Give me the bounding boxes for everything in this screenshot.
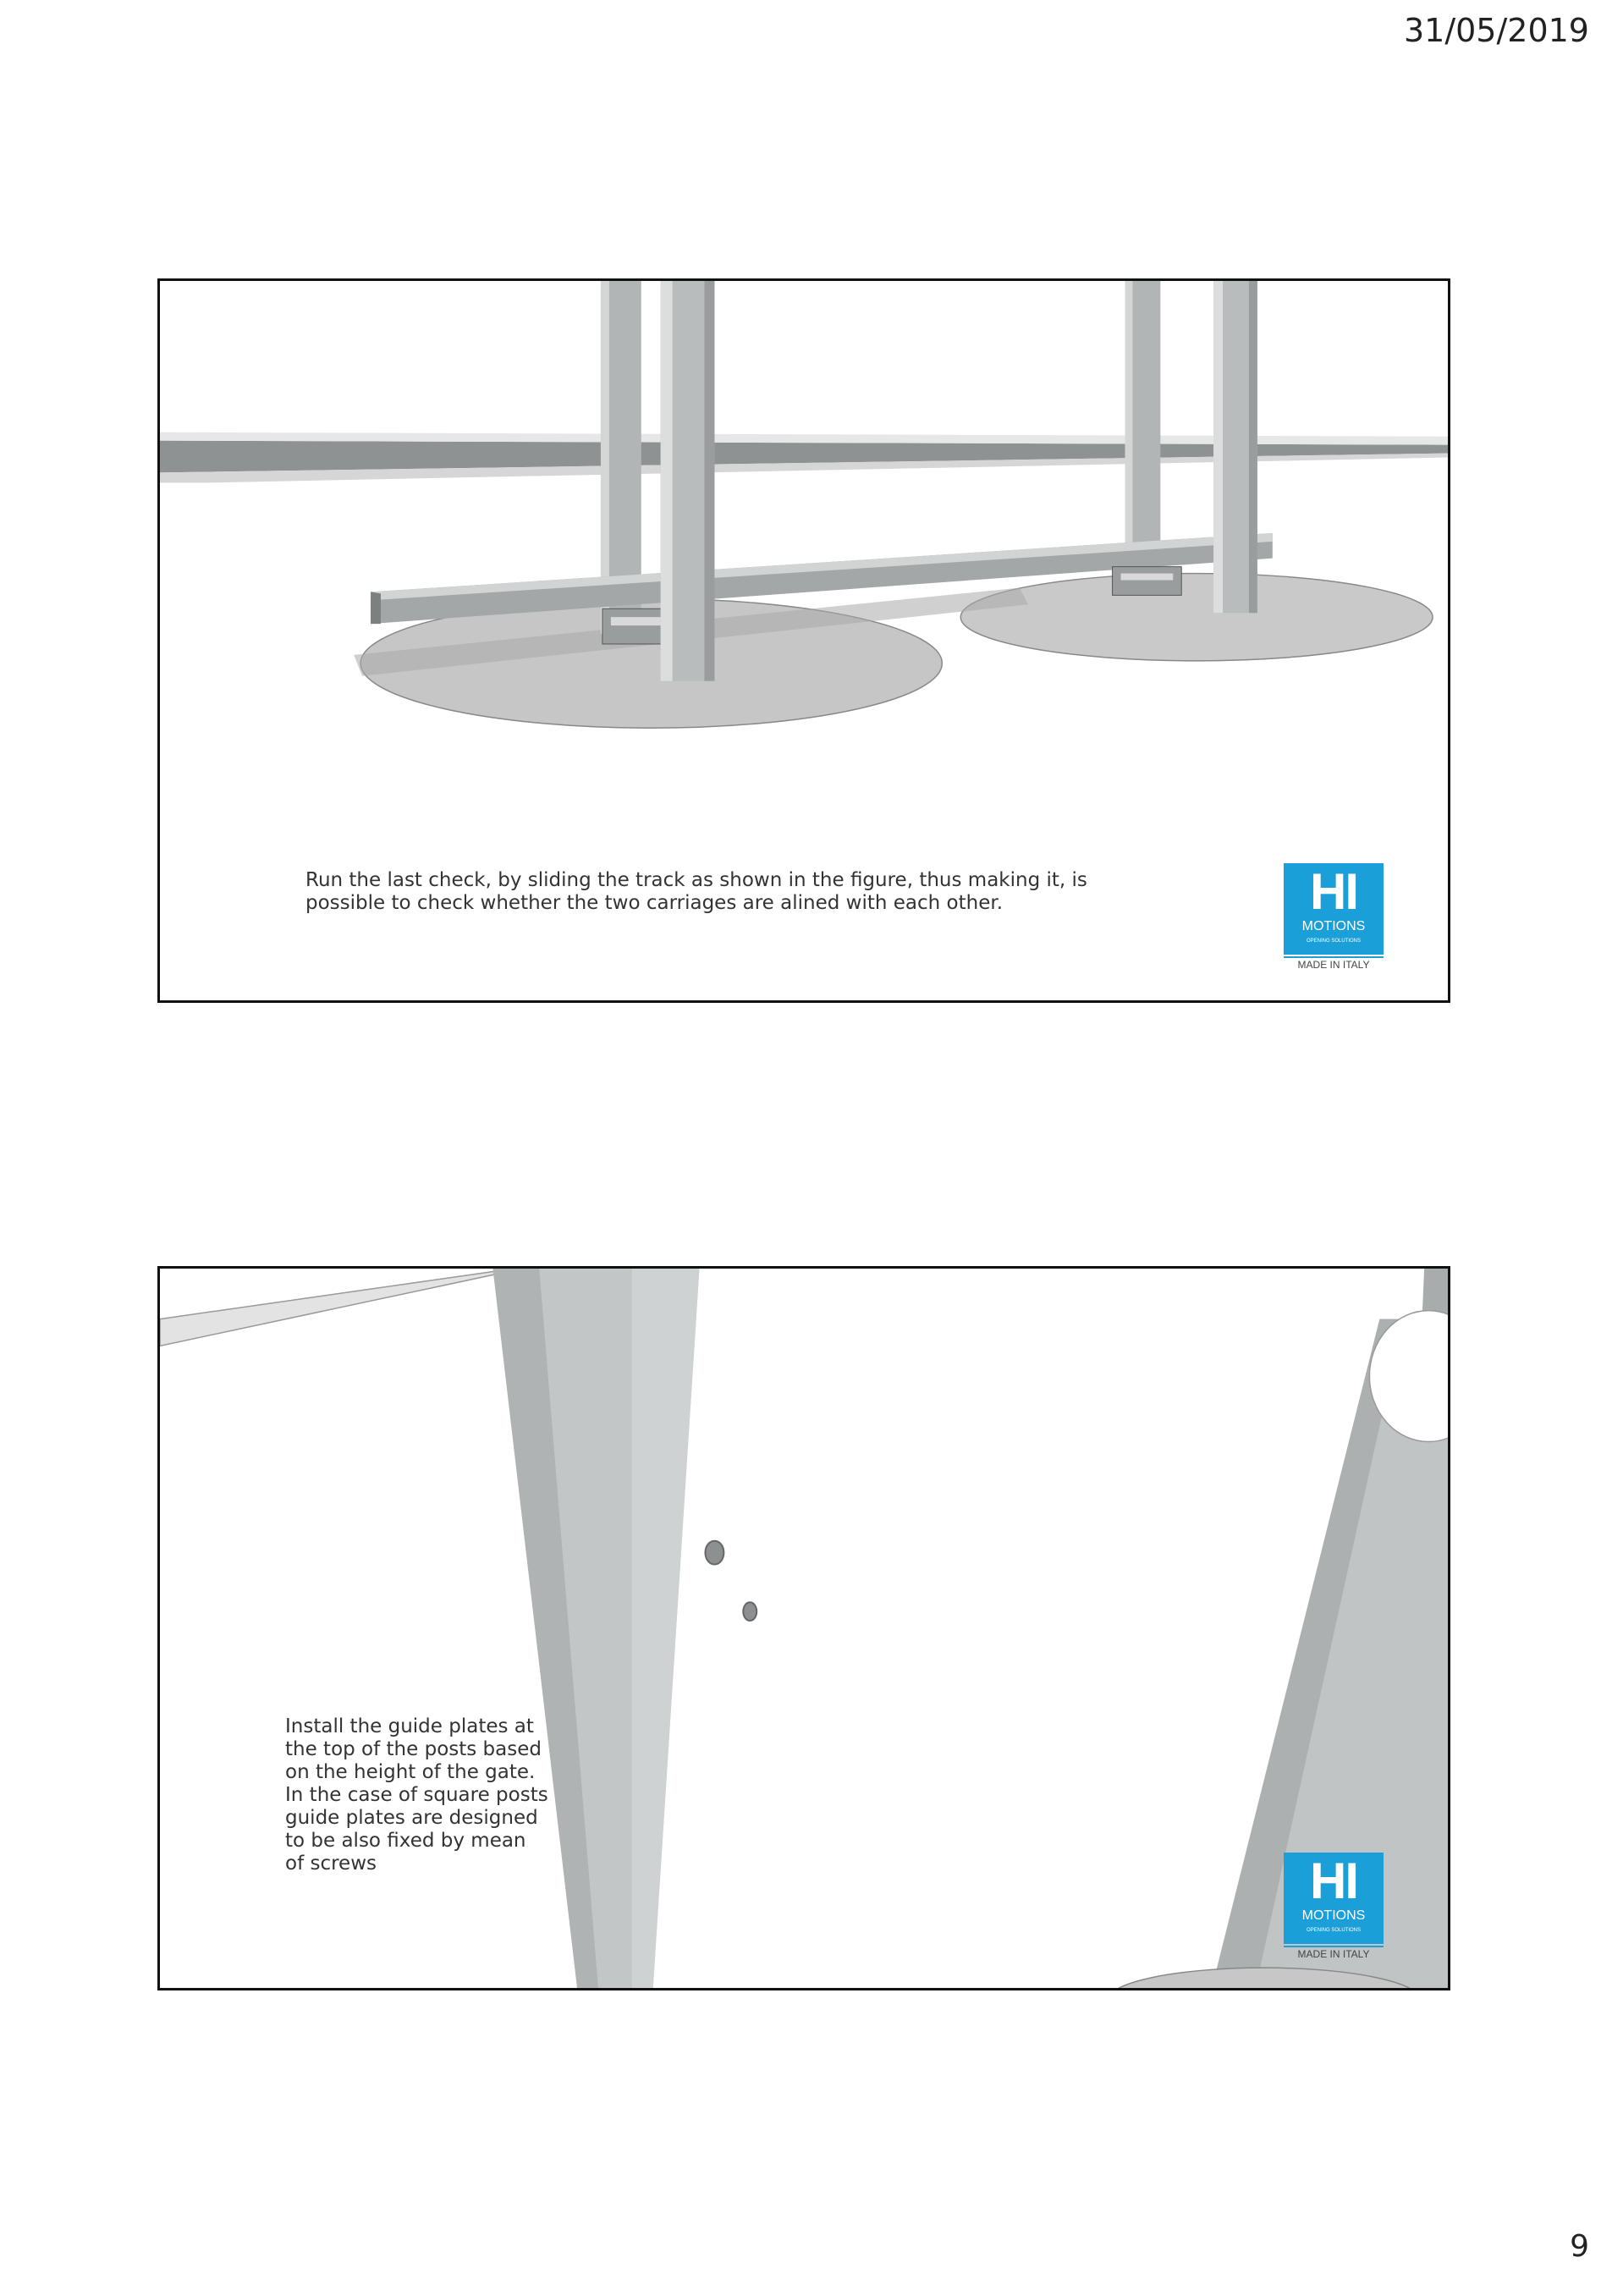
caption-line: the top of the posts based xyxy=(285,1738,542,1760)
slide-caption xyxy=(285,1715,548,1875)
slide-carriage-alignment xyxy=(157,278,1450,1003)
logo-tagline: OPENING SOLUTIONS xyxy=(1306,1928,1361,1933)
caption-line: guide plates are designed xyxy=(285,1807,538,1829)
logo-title: HI xyxy=(1310,863,1357,920)
caption-line: on the height of the gate. xyxy=(285,1761,536,1783)
caption-line: to be also fixed by mean xyxy=(285,1830,526,1852)
logo-subtitle: MOTIONS xyxy=(1301,1908,1366,1923)
caption-line: possible to check whether the two carriages are alined with each other. xyxy=(305,892,1004,914)
caption-line: of screws xyxy=(285,1853,377,1875)
logo-made-in: MADE IN ITALY xyxy=(1284,956,1384,972)
hi-motions-logo xyxy=(1284,863,1384,973)
page-number: 9 xyxy=(1570,2229,1589,2264)
caption-line: Run the last check, by sliding the track as shown in the figure, thus making it, is xyxy=(305,869,1087,891)
slide-caption xyxy=(305,869,1087,915)
logo-subtitle: MOTIONS xyxy=(1301,919,1366,933)
logo-tagline: OPENING SOLUTIONS xyxy=(1306,939,1361,944)
caption-line: Install the guide plates at xyxy=(285,1715,534,1737)
guide-plates-illustration xyxy=(160,1269,1448,1988)
logo-title: HI xyxy=(1310,1853,1357,1909)
logo-made-in: MADE IN ITALY xyxy=(1284,1946,1384,1961)
slide-guide-plates xyxy=(157,1266,1450,1990)
page-date: 31/05/2019 xyxy=(1403,12,1589,49)
hi-motions-logo xyxy=(1284,1853,1384,1963)
caption-line: In the case of square posts xyxy=(285,1784,548,1806)
